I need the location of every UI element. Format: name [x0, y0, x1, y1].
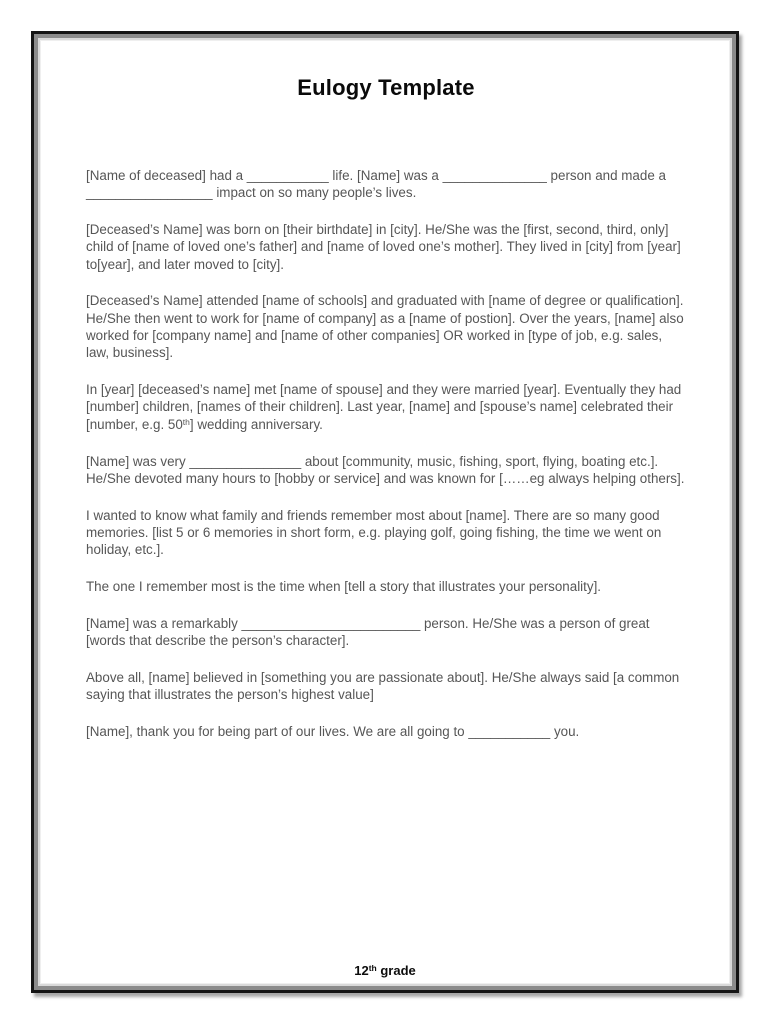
footer-grade-number: 12	[354, 963, 369, 978]
footer-grade-label	[34, 963, 736, 978]
page-frame	[31, 31, 739, 993]
footer-ordinal-superscript: th	[368, 963, 377, 973]
paragraph-closing: [Name], thank you for being part of our lives. We are all going to ___________ you.	[86, 724, 580, 740]
paragraph-family-text-end: ] wedding anniversary.	[189, 416, 323, 432]
paragraph-birth: [Deceased’s Name] was born on [their birthdate] in [city]. He/She was the [first, second, third, only] child of [name of loved one’s father] and [name of loved one’s mother]. They lived in [city] from [year] to[year], and later moved to [city].	[86, 222, 681, 272]
document-title: Eulogy Template	[297, 75, 475, 100]
paragraph-family-text: In [year] [deceased’s name] met [name of spouse] and they were married [year]. Eventually they had [number] children, [names of their children]. Last year, [name] and [spouse’s name] celebrated their [number, e.g. 50	[86, 382, 682, 432]
paragraph-memories: I wanted to know what family and friends remember most about [name]. There are so many good memories. [list 5 or 6 memories in short form, e.g. playing golf, going fishing, the time we went on holiday, etc.].	[86, 507, 662, 558]
paragraph-story: The one I remember most is the time when [tell a story that illustrates your personality].	[86, 579, 602, 595]
paragraph-passions: [Name] was very _______________ about [community, music, fishing, sport, flying, boating etc.]. He/She devoted many hours to [hobby or service] and was known for [……eg always helping others].	[86, 453, 685, 486]
paragraph-character: [Name] was a remarkably ________________________ person. He/She was a person of great [words that describe the person’s character].	[86, 615, 650, 649]
ordinal-superscript: th	[182, 416, 190, 427]
paragraph-intro: [Name of deceased] had a ___________ life. [Name] was a ______________ person and made a _________________ impact on so many people’s lives.	[86, 168, 666, 201]
paragraph-education-work: [Deceased’s Name] attended [name of schools] and graduated with [name of degree or qualification]. He/She then went to work for [name of company] as a [name of postion]. Over the years, [name] also worked for [company name] and [name of other companies] OR worked in [type of job, e.g. sales, law, business].	[86, 293, 684, 361]
paragraph-beliefs: Above all, [name] believed in [something you are passionate about]. He/She always said [a common saying that illustrates the person’s highest value]	[86, 669, 680, 703]
document-content	[34, 74, 736, 740]
paragraph-family	[86, 381, 686, 433]
footer-grade-word: grade	[376, 963, 416, 978]
document-body	[86, 167, 686, 740]
